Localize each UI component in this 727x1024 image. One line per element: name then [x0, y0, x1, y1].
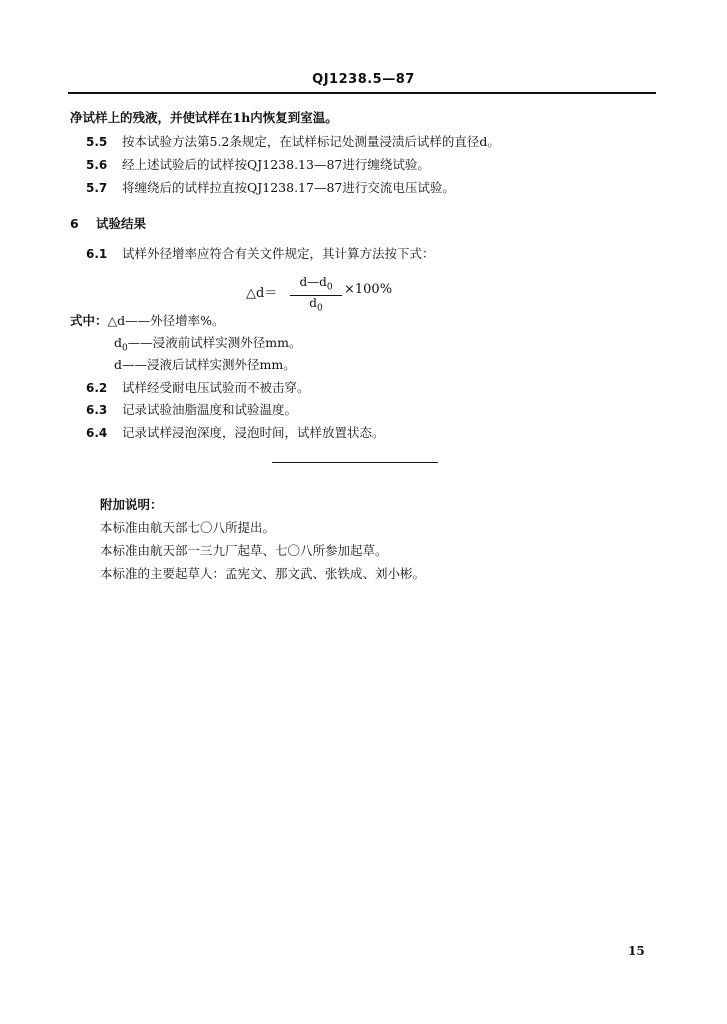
- clause-6-2: [86, 380, 310, 396]
- clause-text: 按本试验方法第5.2条规定，在试样标记处测量浸渍后试样的直径d。: [122, 134, 500, 149]
- appendix-title: 附加说明：: [100, 497, 163, 512]
- clause-number: 5.6: [86, 158, 108, 172]
- formula-fraction: [290, 276, 342, 316]
- section-6-heading: [70, 216, 146, 232]
- where-sub-2: 0: [122, 343, 128, 354]
- clause-6-4: [86, 425, 385, 441]
- where-prefix: 式中：: [70, 313, 108, 328]
- clause-text: 将缠绕后的试样拉直按QJ1238.17—87进行交流电压试验。: [122, 180, 455, 195]
- formula-denominator: [290, 297, 342, 315]
- numerator-sub: 0: [326, 282, 333, 293]
- document-header: QJ1238.5—87: [312, 72, 415, 87]
- where-def-1: △d——外径增率%。: [107, 313, 225, 328]
- where-line-1: [70, 313, 225, 329]
- where-line-2: [114, 335, 301, 357]
- clause-6-1: [86, 246, 435, 262]
- where-sym-2: d: [114, 335, 123, 350]
- where-line-3: d——浸液后试样实测外径mm。: [114, 357, 296, 372]
- clause-text: 记录试验油脂温度和试验温度。: [122, 402, 298, 417]
- clause-number: 6.1: [86, 247, 108, 261]
- section-title: 试验结果: [96, 216, 147, 231]
- clause-text: 经上述试验后的试样按QJ1238.13—87进行缠绕试验。: [122, 157, 430, 172]
- clause-number: 6.2: [86, 381, 108, 395]
- clause-text: 试样经受耐电压试验而不被击穿。: [122, 380, 310, 395]
- formula-lhs: △d＝: [246, 286, 278, 301]
- clause-5-6: [86, 157, 430, 173]
- clause-number: 5.5: [86, 135, 108, 149]
- denominator-text: d: [309, 296, 317, 311]
- clause-number: 5.7: [86, 181, 108, 195]
- end-rule: [272, 462, 438, 463]
- continued-line: 净试样上的残液，并使试样在1h内恢复到室温。: [70, 110, 338, 125]
- where-def-2: ——浸液前试样实测外径mm。: [127, 335, 302, 350]
- clause-number: 6.3: [86, 403, 108, 417]
- clause-5-5: [86, 134, 500, 150]
- header-rule: [68, 92, 656, 94]
- clause-5-7: [86, 180, 455, 196]
- formula-rhs: ×100%: [344, 282, 393, 297]
- clause-text: 试样外径增率应符合有关文件规定，其计算方法按下式：: [122, 246, 435, 261]
- clause-number: 6.4: [86, 426, 108, 440]
- page-number: 15: [628, 944, 645, 958]
- numerator-text: d—d: [299, 275, 327, 289]
- formula-numerator: [290, 276, 342, 294]
- denominator-sub: 0: [316, 303, 323, 314]
- appendix-line-3: 本标准的主要起草人：孟宪文、那文武、张铁成、刘小彬。: [100, 566, 426, 581]
- section-number: 6: [70, 216, 79, 231]
- appendix-line-1: 本标准由航天部七〇八所提出。: [100, 520, 276, 535]
- clause-text: 记录试样浸泡深度，浸泡时间，试样放置状态。: [122, 425, 385, 440]
- clause-6-3: [86, 402, 297, 418]
- appendix-line-2: 本标准由航天部一三九厂起草、七〇八所参加起草。: [100, 543, 388, 558]
